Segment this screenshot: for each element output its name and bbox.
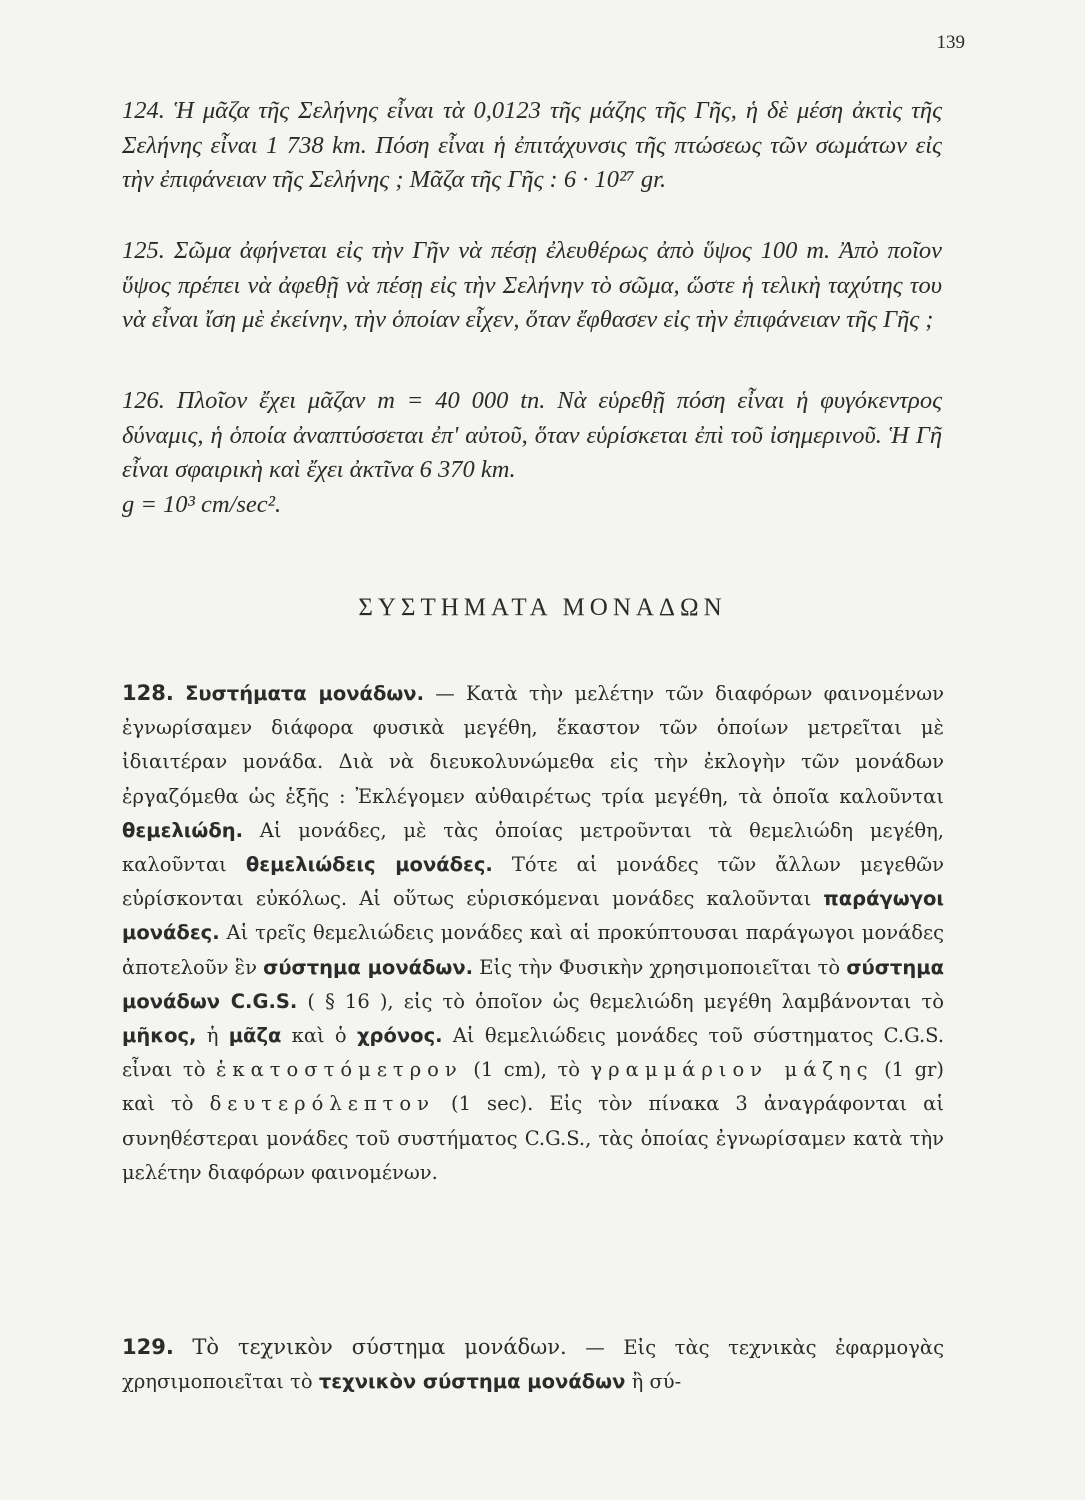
- spaced-centimetre: ἑκατοστόμετρον: [215, 1058, 463, 1082]
- exercise-125: [122, 234, 942, 338]
- term-unit-system: σύστημα μονάδων.: [263, 955, 474, 979]
- term-cgs-system: σύστημα μονάδων C.G.S.: [122, 955, 944, 1013]
- paragraph-number: 128.: [122, 681, 174, 705]
- exercise-124: [122, 94, 942, 198]
- text: — Κατὰ τὴν μελέτην τῶν διαφόρων φαινομένων ἐγνωρίσαμεν διάφορα φυσικὰ μεγέθη, ἕκαστον τῶν ὁποίων μετρεῖται μὲ ἰδιαιτέραν μονάδα. Διὰ νὰ διευκολυνώμεθα εἰς τὴν ἐκλογὴν τῶν μονάδων ἐργαζόμεθα ὡς ἑξῆς : Ἐκλέγομεν αὐθαιρέτως τρία μεγέθη, τὰ ὁποῖα καλοῦνται: [122, 682, 945, 808]
- text: ἡ: [206, 1024, 219, 1048]
- term-fundamental-units: θεμελιώδεις μονάδες.: [245, 853, 493, 877]
- text: (1 sec). Εἰς τὸν πίνακα 3 ἀναγράφονται αἱ συνηθέστεραι μονάδες τοῦ συστήματος C.G.S., τὰς ὁποίας ἐγνωρίσαμεν κατὰ τὴν μελέτην διαφόρων φαινομένων.: [122, 1092, 944, 1184]
- paragraph-129: [122, 1330, 944, 1399]
- term-derived-units: παράγωγοι μονάδες.: [122, 887, 944, 945]
- text: (1 cm), τὸ: [473, 1058, 581, 1082]
- page-number: 139: [936, 32, 965, 53]
- paragraph-title: Τὸ τεχνικὸν σύστημα μονάδων.: [192, 1335, 567, 1359]
- exercise-text: Ἡ μᾶζα τῆς Σελήνης εἶναι τὰ 0,0123 τῆς μάζης τῆς Γῆς, ἡ δὲ μέση ἀκτὶς τῆς Σελήνης εἶναι 1 738 km. Πόση εἶναι ἡ ἐπιτάχυνσις τῆς πτώσεως τῶν σωμάτων εἰς τὴν ἐπιφάνειαν τῆς Σελήνης ; Μᾶζα τῆς Γῆς : 6 · 10²⁷ gr.: [122, 97, 943, 193]
- text: καὶ ὁ: [291, 1024, 347, 1048]
- exercise-gravity-value: g = 10³ cm/sec².: [122, 490, 282, 518]
- term-fundamental: θεμελιώδη.: [122, 818, 244, 842]
- exercise-number: 124.: [122, 97, 165, 124]
- spaced-second: δευτερόλεπτον: [209, 1092, 436, 1116]
- paragraph-number: 129.: [122, 1335, 174, 1359]
- term-technical-system: τεχνικὸν σύστημα μονάδων: [318, 1370, 626, 1394]
- exercise-number: 125.: [122, 237, 165, 264]
- text: (1 gr) καὶ τὸ: [122, 1058, 944, 1116]
- term-length: μῆκος,: [122, 1024, 197, 1048]
- text: Αἱ μονάδες, μὲ τὰς ὁποίας μετροῦνται τὰ θεμελιώδη μεγέθη, καλοῦνται: [122, 818, 944, 877]
- exercise-text: Πλοῖον ἔχει μᾶζαν m = 40 000 tn. Νὰ εὑρεθῇ πόση εἶναι ἡ φυγόκεντρος δύναμις, ἡ ὁποία ἀναπτύσσεται ἐπ' αὐτοῦ, ὅταν εὑρίσκεται ἐπὶ τοῦ ἰσημερινοῦ. Ἡ Γῆ εἶναι σφαιρικὴ καὶ ἔχει ἀκτῖνα 6 370 km.: [122, 387, 943, 483]
- text: ἢ σύ-: [631, 1370, 682, 1394]
- exercise-number: 126.: [122, 387, 165, 414]
- text: Αἱ τρεῖς θεμελιώδεις μονάδες καὶ αἱ προκύπτουσαι παράγωγοι μονάδες ἀποτελοῦν ἓν: [122, 921, 944, 979]
- paragraph-128: [122, 676, 944, 1190]
- term-mass: μᾶζα: [228, 1024, 282, 1048]
- text: Αἱ θεμελιώδεις μονάδες τοῦ σύστηματος C.G.S. εἶναι τὸ: [122, 1024, 945, 1082]
- spaced-gram: γραμμάριον μάζης: [590, 1058, 874, 1082]
- exercise-text: Σῶμα ἀφήνεται εἰς τὴν Γῆν νὰ πέσῃ ἐλευθέρως ἀπὸ ὕψος 100 m. Ἀπὸ ποῖον ὕψος πρέπει νὰ ἀφεθῇ νὰ πέσῃ εἰς τὴν Σελήνην τὸ σῶμα, ὥστε ἡ τελικὴ ταχύτης του νὰ εἶναι ἴση μὲ ἐκείνην, τὴν ὁποίαν εἶχεν, ὅταν ἔφθασεν εἰς τὴν ἐπιφάνειαν τῆς Γῆς ;: [122, 237, 942, 333]
- text: Τότε αἱ μονάδες τῶν ἄλλων μεγεθῶν εὑρίσκονται εὐκόλως. Αἱ οὕτως εὑρισκόμεναι μονάδες καλοῦνται: [122, 853, 944, 911]
- text: — Εἰς τὰς τεχνικὰς ἐφαρμογὰς χρησιμοποιεῖται τὸ: [122, 1336, 944, 1394]
- text: Εἰς τὴν Φυσικὴν χρησιμοποιεῖται τὸ: [479, 955, 841, 979]
- text: ( § 16 ), εἰς τὸ ὁποῖον ὡς θεμελιώδη μεγέθη λαμβάνονται τὸ: [307, 989, 944, 1013]
- section-heading: ΣΥΣΤΗΜΑΤΑ ΜΟΝΑΔΩΝ: [358, 594, 727, 621]
- term-time: χρόνος.: [356, 1024, 443, 1048]
- exercise-126: [122, 384, 942, 522]
- paragraph-title: Συστήματα μονάδων.: [185, 682, 424, 705]
